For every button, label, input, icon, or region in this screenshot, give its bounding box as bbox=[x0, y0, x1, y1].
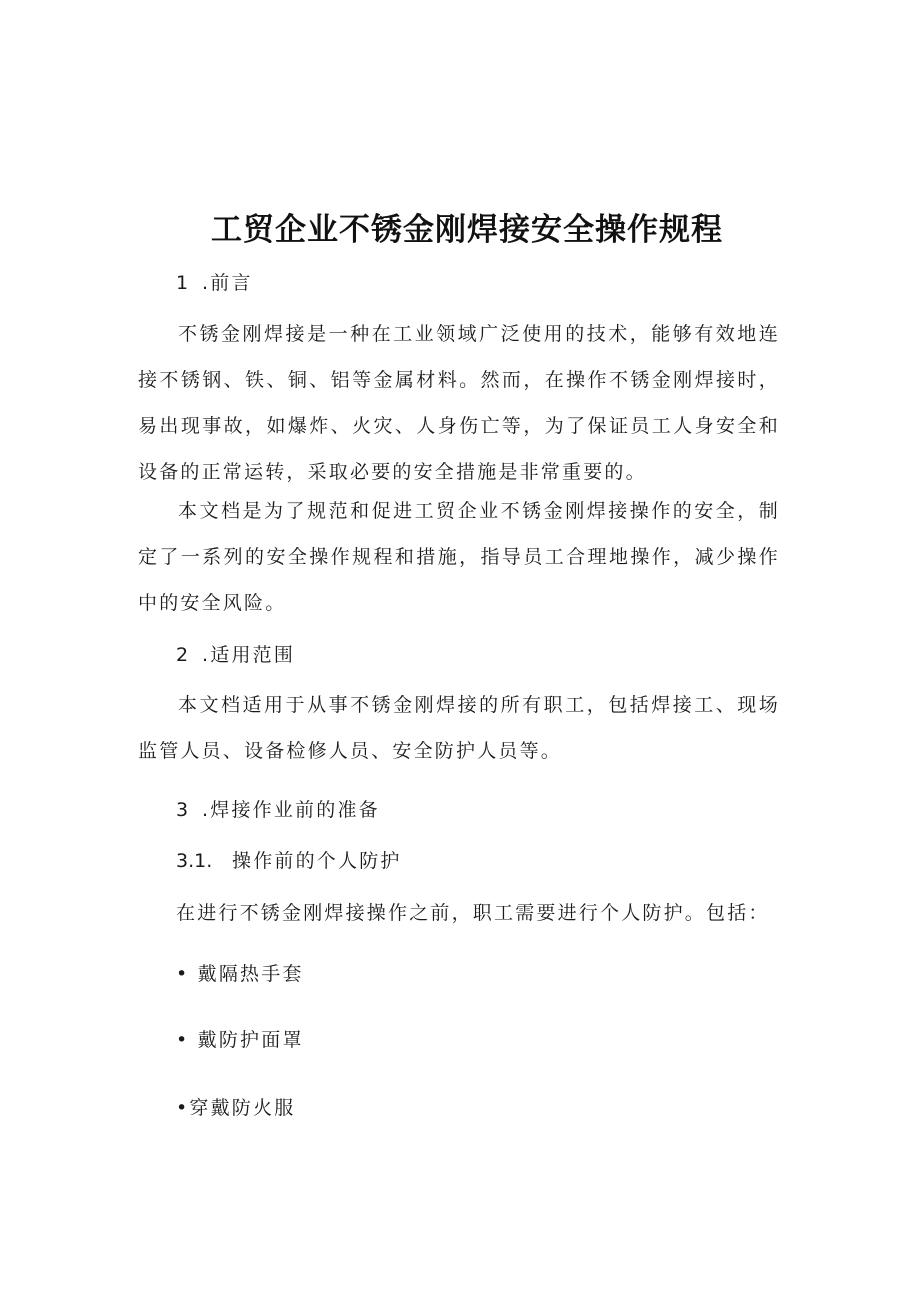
section-2-number: 2 bbox=[176, 644, 191, 666]
bullet-item-3: •穿戴防火服 bbox=[176, 1097, 296, 1119]
section-1-title: .前言 bbox=[202, 272, 253, 294]
section-2-heading bbox=[176, 640, 295, 667]
document-title: 工贸企业不锈金刚焊接安全操作规程 bbox=[211, 212, 723, 248]
subsection-3-1-number: 3.1. bbox=[176, 850, 213, 872]
section-1-paragraph-1: 不锈金刚焊接是一种在工业领域广泛使用的技术，能够有效地连接不锈钢、铁、铜、铝等金属材料。然而，在操作不锈金刚焊接时，易出现事故，如爆炸、火灾、人身伤亡等，为了保证员工人身安全和设备的正常运转，采取必要的安全措施是非常重要的。 bbox=[138, 323, 780, 483]
section-3-heading bbox=[176, 795, 380, 822]
bullet-item-1: • 戴隔热手套 bbox=[176, 963, 304, 985]
section-1-heading bbox=[176, 268, 253, 295]
section-1-number: 1 bbox=[176, 272, 191, 294]
subsection-3-1-heading bbox=[176, 846, 402, 873]
subsection-3-1-intro: 在进行不锈金刚焊接操作之前，职工需要进行个人防护。包括： bbox=[176, 902, 770, 924]
section-2-paragraph: 本文档适用于从事不锈金刚焊接的所有职工，包括焊接工、现场监管人员、设备检修人员、安全防护人员等。 bbox=[138, 694, 780, 762]
subsection-3-1-title: 操作前的个人防护 bbox=[232, 850, 402, 872]
section-3-title: .焊接作业前的准备 bbox=[202, 799, 380, 821]
section-1-paragraph-2: 本文档是为了规范和促进工贸企业不锈金刚焊接操作的安全，制定了一系列的安全操作规程和措施，指导员工合理地操作，减少操作中的安全风险。 bbox=[138, 500, 780, 614]
bullet-item-2: • 戴防护面罩 bbox=[176, 1029, 304, 1051]
section-2-title: .适用范围 bbox=[202, 644, 296, 666]
section-3-number: 3 bbox=[176, 799, 191, 821]
